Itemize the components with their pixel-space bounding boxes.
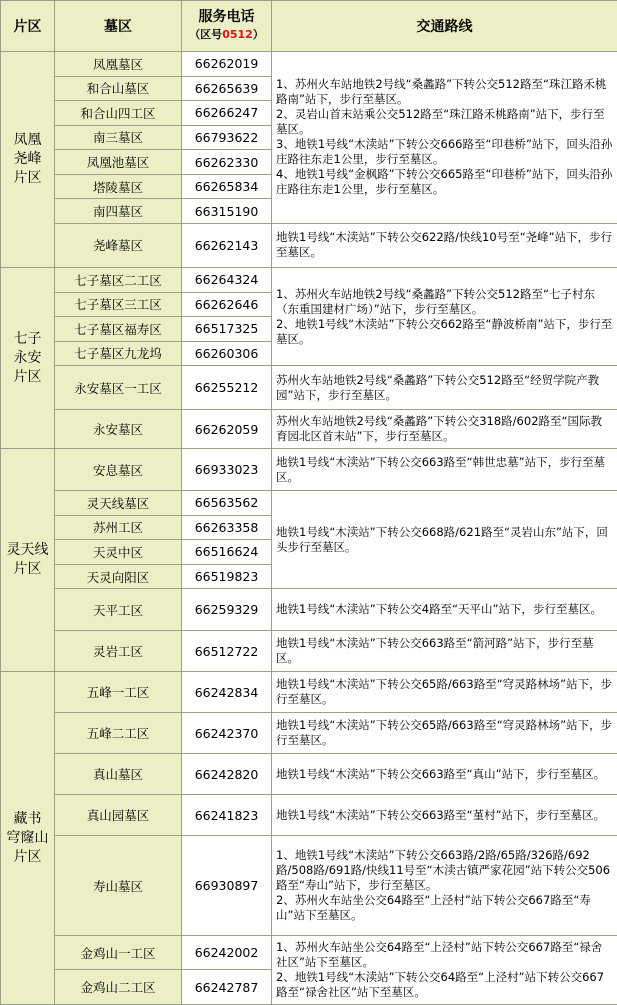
cemetery-name: 天平工区 (55, 589, 182, 631)
cemetery-name: 永安墓区一工区 (55, 366, 182, 410)
cemetery-name: 天灵向阳区 (55, 564, 182, 589)
district-line: 尧峰 (13, 150, 42, 167)
service-phone: 66930897 (182, 835, 272, 935)
district-line: 七子 (13, 330, 42, 347)
district-line: 永安 (13, 349, 42, 366)
service-phone: 66512722 (182, 631, 272, 672)
service-phone: 66259329 (182, 589, 272, 631)
cemetery-name: 金鸡山二工区 (55, 970, 182, 1005)
service-phone: 66266247 (182, 101, 272, 126)
service-phone: 66262330 (182, 150, 272, 175)
header-area-code (182, 26, 271, 44)
header-route: 交通路线 (272, 1, 617, 52)
table-row (1, 936, 617, 970)
table-row (1, 491, 617, 516)
table-row (1, 267, 617, 292)
district-cell (1, 52, 55, 268)
route-cell (272, 449, 617, 491)
service-phone: 66242834 (182, 672, 272, 713)
table-header (1, 1, 617, 52)
table-row (1, 631, 617, 672)
route-text: 3、地铁1号线“木渎站”下转公交666路至“印巷桥”站下，回头沿孙庄路往东走1公里，步行至墓区。 (276, 137, 613, 167)
route-cell (272, 366, 617, 410)
route-text: 2、地铁1号线“木渎站”下转公交64路至“上泾村”站下转公交667路至“禄舍社区”站下至墓区。 (276, 970, 605, 1000)
route-cell (272, 754, 617, 795)
route-cell (272, 52, 617, 224)
cemetery-name: 七子墓区二工区 (55, 267, 182, 292)
route-text: 地铁1号线“木渎站”下转公交663路至“堇村”站下，步行至墓区。 (276, 807, 606, 822)
area-code-value: 0512 (222, 28, 253, 41)
cemetery-name: 真山园墓区 (55, 795, 182, 836)
route-text: 1、苏州火车站地铁2号线“桑蠡路”下转公交512路至“七子村东（东重国建材广场）”站下，步行至墓区。 (276, 286, 595, 316)
route-text: 地铁1号线“木渎站”下转公交4路至“天平山”站下，步行至墓区。 (276, 602, 602, 617)
district-line: 凤凰 (13, 131, 42, 148)
header-area-prefix: （区号 (189, 28, 223, 41)
route-text: 地铁1号线“木渎站”下转公交65路/663路至“穹灵路林场”站下，步行至墓区。 (276, 718, 613, 748)
route-text: 苏州火车站地铁2号线“桑蠡路”下转公交512路至“经贸学院产教园”站下，步行至墓区。 (276, 372, 600, 402)
route-cell (272, 223, 617, 267)
service-phone: 66263358 (182, 515, 272, 540)
service-phone: 66262143 (182, 223, 272, 267)
district-line: 灵天线 (6, 542, 49, 559)
service-phone: 66265834 (182, 174, 272, 199)
cemetery-name: 七子墓区九龙坞 (55, 341, 182, 366)
district-line: 片区 (13, 848, 42, 865)
service-phone: 66793622 (182, 125, 272, 150)
cemetery-name: 南三墓区 (55, 125, 182, 150)
cemetery-name: 尧峰墓区 (55, 223, 182, 267)
route-text: 地铁1号线“木渎站”下转公交663路至“真山”站下，步行至墓区。 (276, 766, 606, 781)
service-phone: 66265639 (182, 76, 272, 101)
route-cell (272, 491, 617, 589)
route-text: 4、地铁1号线“金枫路”下转公交665路至“印巷桥”站下，回头沿孙庄路往东走1公里，步行至墓区。 (276, 167, 613, 197)
cemetery-name: 灵岩工区 (55, 631, 182, 672)
table-row (1, 754, 617, 795)
district-line: 穹窿山 (6, 829, 49, 846)
service-phone: 66241823 (182, 795, 272, 836)
district-line: 片区 (13, 169, 42, 186)
service-phone: 66517325 (182, 317, 272, 342)
service-phone: 66519823 (182, 564, 272, 589)
service-phone: 66516624 (182, 540, 272, 565)
service-phone: 66242002 (182, 936, 272, 970)
table-row (1, 589, 617, 631)
route-cell (272, 672, 617, 713)
route-cell (272, 835, 617, 935)
table-row (1, 713, 617, 754)
service-phone: 66262646 (182, 292, 272, 317)
service-phone: 66264324 (182, 267, 272, 292)
header-phone-title: 服务电话 (198, 9, 255, 25)
service-phone: 66242787 (182, 970, 272, 1005)
table-row (1, 52, 617, 77)
route-text: 2、苏州火车站坐公交64路至“上泾村”站下转公交667路至“寿山”站下至墓区。 (276, 893, 591, 923)
header-district: 片区 (1, 1, 55, 52)
service-phone: 66262019 (182, 52, 272, 77)
service-phone: 66315190 (182, 199, 272, 224)
cemetery-name: 金鸡山一工区 (55, 936, 182, 970)
cemetery-name: 凤凰池墓区 (55, 150, 182, 175)
cemetery-name: 五峰二工区 (55, 713, 182, 754)
service-phone: 66255212 (182, 366, 272, 410)
route-text: 1、地铁1号线“木渎站”下转公交663路/2路/65路/326路/692路/508路/691路/快线11号至“木渎古镇严家花园”站下转公交506路至“寿山”站下，步行至墓区。 (276, 848, 611, 893)
route-cell (272, 267, 617, 365)
table-row (1, 223, 617, 267)
cemetery-name: 和合山墓区 (55, 76, 182, 101)
table-body (1, 52, 617, 1005)
cemetery-name: 灵天线墓区 (55, 491, 182, 516)
cemetery-name: 苏州工区 (55, 515, 182, 540)
cemetery-name: 塔陵墓区 (55, 174, 182, 199)
district-line: 藏书 (13, 810, 42, 827)
cemetery-name: 南四墓区 (55, 199, 182, 224)
route-text: 地铁1号线“木渎站”下转公交663路至“箭河路”站下，步行至墓区。 (276, 636, 594, 666)
service-phone: 66260306 (182, 341, 272, 366)
district-cell (1, 672, 55, 1005)
route-cell (272, 795, 617, 836)
route-text: 2、地铁1号线“木渎站”下转公交662路至“静波桥南”站下，步行至墓区。 (276, 316, 613, 346)
district-cell (1, 449, 55, 672)
route-cell (272, 589, 617, 631)
cemetery-name: 安息墓区 (55, 449, 182, 491)
header-cemetery: 墓区 (55, 1, 182, 52)
cemetery-name: 真山墓区 (55, 754, 182, 795)
route-cell (272, 936, 617, 1005)
route-text: 2、灵岩山首末站乘公交512路至“珠江路禾桃路南”站下，步行至墓区。 (276, 107, 605, 137)
cemetery-name: 七子墓区福寿区 (55, 317, 182, 342)
table-row (1, 410, 617, 449)
route-cell (272, 410, 617, 449)
route-cell (272, 631, 617, 672)
header-phone (182, 1, 272, 52)
district-line: 片区 (13, 561, 42, 578)
cemetery-name: 七子墓区三工区 (55, 292, 182, 317)
cemetery-name: 和合山四工区 (55, 101, 182, 126)
district-line: 片区 (13, 368, 42, 385)
route-text: 1、苏州火车站坐公交64路至“上泾村”站下转公交667路至“禄舍社区”站下至墓区。 (276, 940, 603, 970)
route-text: 苏州火车站地铁2号线“桑蠡路”下转公交318路/602路至“国际教育园北区首末站”下，步行至墓区。 (276, 414, 602, 444)
cemetery-name: 天灵中区 (55, 540, 182, 565)
route-text: 地铁1号线“木渎站”下转公交668路/621路至“灵岩山东”站下，回头步行至墓区。 (276, 524, 608, 554)
route-text: 1、苏州火车站地铁2号线“桑蠡路”下转公交512路至“珠江路禾桃路南”站下，步行至墓区。 (276, 77, 607, 107)
header-area-suffix: ） (252, 28, 264, 41)
cemetery-name: 五峰一工区 (55, 672, 182, 713)
route-text: 地铁1号线“木渎站”下转公交663路至“韩世忠墓”站下，步行至墓区。 (276, 454, 606, 484)
service-phone: 66262059 (182, 410, 272, 449)
service-phone: 66933023 (182, 449, 272, 491)
service-phone: 66242370 (182, 713, 272, 754)
table-row (1, 366, 617, 410)
service-phone: 66242820 (182, 754, 272, 795)
route-text: 地铁1号线“木渎站”下转公交65路/663路至“穹灵路林场”站下，步行至墓区。 (276, 677, 613, 707)
cemetery-name: 寿山墓区 (55, 835, 182, 935)
service-phone: 66563562 (182, 491, 272, 516)
table-row (1, 672, 617, 713)
route-cell (272, 713, 617, 754)
table-row (1, 835, 617, 935)
district-cell (1, 267, 55, 448)
table-row (1, 795, 617, 836)
cemetery-name: 凤凰墓区 (55, 52, 182, 77)
route-text: 地铁1号线“木渎站”下转公交622路/快线10号至“尧峰”站下，步行至墓区。 (276, 230, 613, 260)
cemetery-name: 永安墓区 (55, 410, 182, 449)
table-row (1, 449, 617, 491)
